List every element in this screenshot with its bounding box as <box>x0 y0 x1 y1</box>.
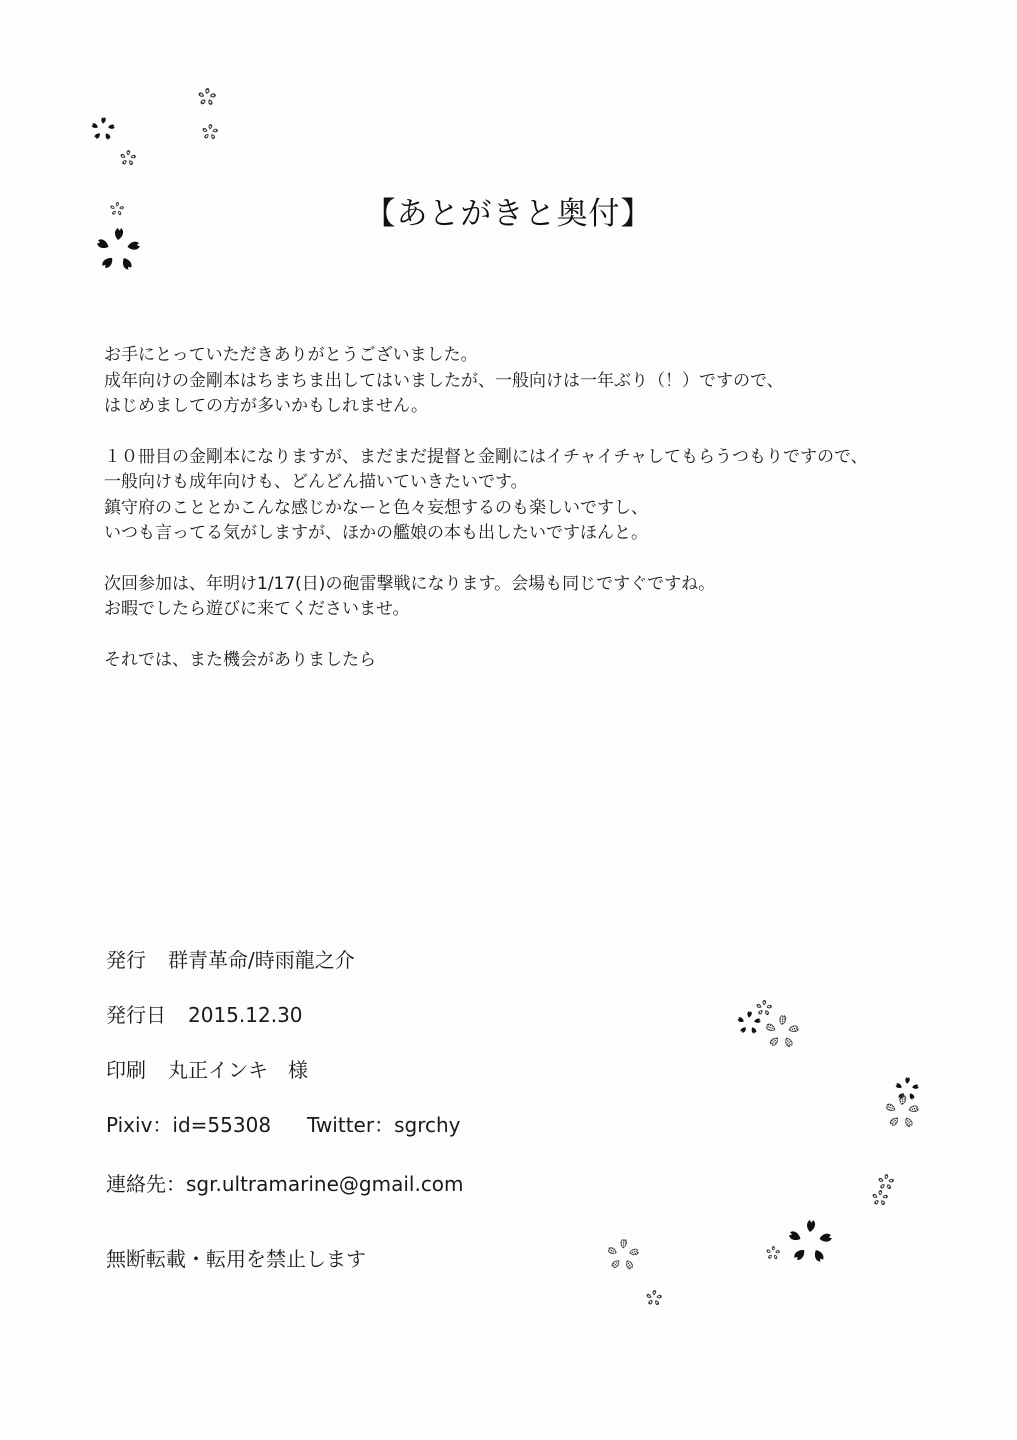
notice-row <box>106 1243 366 1272</box>
publisher-row <box>106 944 355 973</box>
afterword-text <box>104 343 944 698</box>
text-line: はじめましての方が多いかもしれません。 <box>104 396 429 416</box>
afterword-paragraph <box>104 343 944 420</box>
text-line: 成年向けの金剛本はちまちま出してはいましたが、一般向けは一年ぶり（！）ですので、 <box>104 370 784 391</box>
sakura-icon <box>766 1246 780 1260</box>
afterword-paragraph <box>104 572 944 623</box>
text-line: １０冊目の金剛本になりますが、まだまだ提督と金剛にはイチャイチャしてもらうつもりですので、 <box>104 446 868 467</box>
publisher-value: 群青革命/時雨龍之介 <box>168 948 355 972</box>
text-line: 次回参加は、年明け1/17(日)の砲雷撃戦になります。会場も同じですぐですね。 <box>104 573 716 594</box>
afterword-paragraph <box>104 648 944 674</box>
sakura-icon <box>764 1014 800 1050</box>
publisher-label: 発行 <box>106 948 146 972</box>
twitter-id: Twitter：sgrchy <box>307 1113 461 1137</box>
sakura-icon <box>646 1290 662 1306</box>
sakura-icon <box>872 1190 888 1206</box>
text-line: お手にとっていただきありがとうございました。 <box>104 345 478 365</box>
text-line: いつも言ってる気がしますが、ほかの艦娘の本も出したいですほんと。 <box>104 523 648 543</box>
sakura-icon <box>198 88 216 106</box>
contact-email: 連絡先：sgr.ultramarine@gmail.com <box>106 1172 464 1196</box>
printer-value: 丸正インキ 様 <box>168 1058 308 1082</box>
sakura-icon <box>878 1174 894 1190</box>
printer-label: 印刷 <box>106 1058 146 1082</box>
sakura-icon <box>736 1010 762 1036</box>
sakura-icon <box>606 1238 640 1272</box>
afterword-paragraph <box>104 445 944 547</box>
copyright-notice: 無断転載・転用を禁止します <box>106 1247 366 1271</box>
printer-row <box>106 1054 308 1083</box>
date-row <box>106 999 303 1028</box>
page-title: 【あとがきと奥付】 <box>364 196 653 232</box>
sakura-icon <box>202 124 218 140</box>
sns-row <box>106 1109 460 1138</box>
text-line: 鎮守府のこととかこんな感じかなーと色々妄想するのも楽しいですし、 <box>104 497 648 518</box>
text-line: 一般向けも成年向けも、どんどん描いていきたいです。 <box>104 472 528 492</box>
sakura-icon <box>786 1218 834 1266</box>
sakura-icon <box>94 226 142 274</box>
sakura-icon <box>884 1094 920 1130</box>
date-label: 発行日 <box>106 1003 166 1027</box>
text-line: お暇でしたら遊びに来てくださいませ。 <box>104 599 410 619</box>
date-value: 2015.12.30 <box>188 1003 303 1027</box>
pixiv-id: Pixiv：id=55308 <box>106 1113 272 1137</box>
contact-row <box>106 1168 464 1197</box>
text-line: それでは、また機会がありましたら <box>104 649 376 670</box>
sakura-icon <box>90 116 116 142</box>
sakura-icon <box>120 150 136 166</box>
